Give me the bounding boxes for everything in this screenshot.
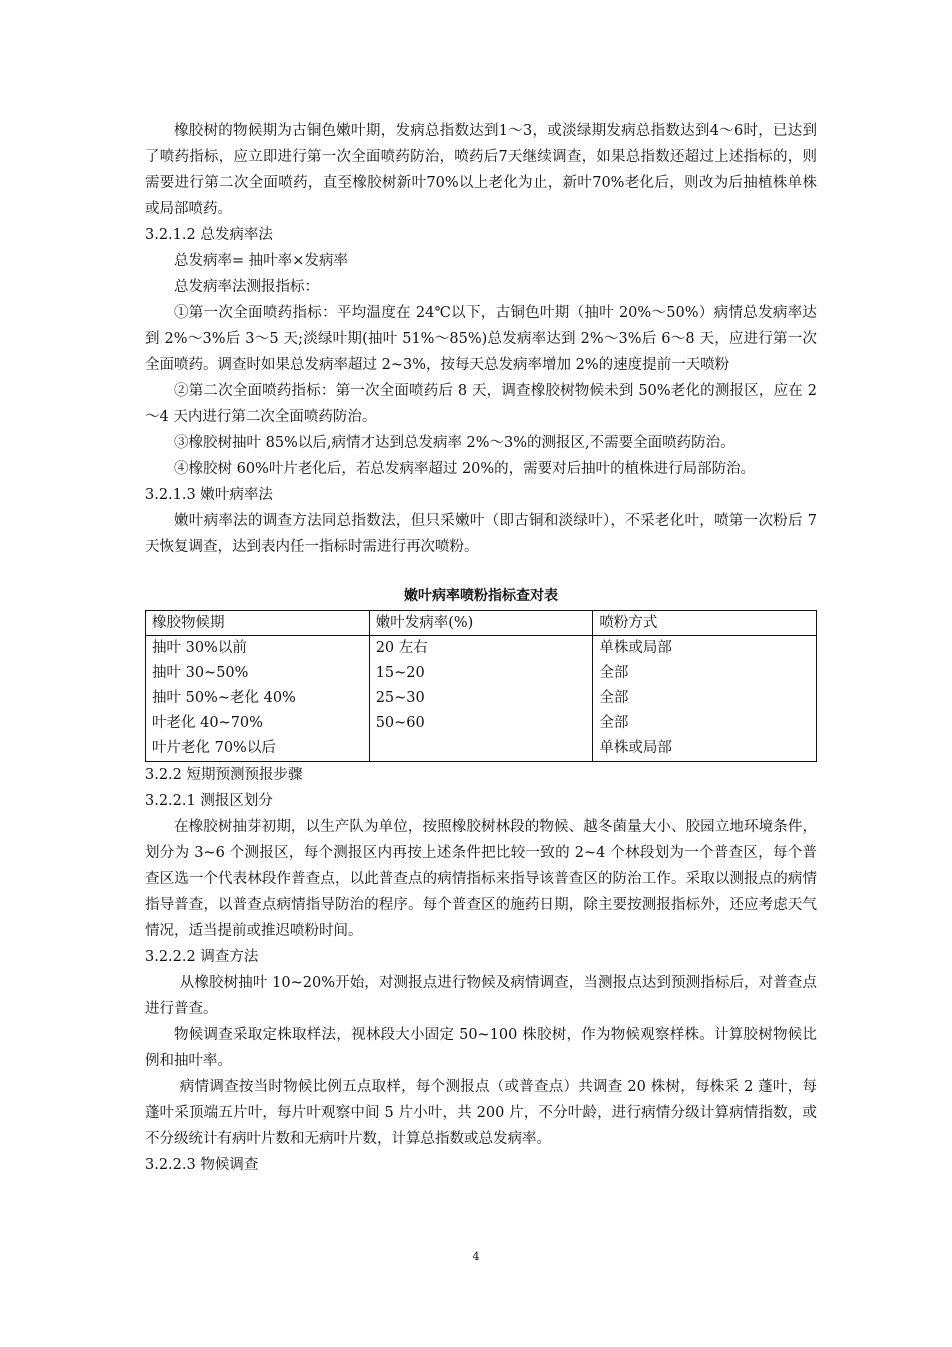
table-row xyxy=(146,711,817,736)
table-row xyxy=(146,636,817,662)
paragraph-survey-start: 从橡胶树抽叶 10~20%开始，对测报点进行物候及病情调查，当测报点达到预测指标后，对普查点进行普查。 xyxy=(145,975,817,1017)
table-cell: 50~60 xyxy=(369,711,593,736)
table-cell: 全部 xyxy=(593,661,817,686)
table-cell xyxy=(369,736,593,762)
table-cell: 抽叶 30%以前 xyxy=(146,636,370,662)
paragraph-zone-division: 在橡胶树抽芽初期，以生产队为单位，按照橡胶树林段的物候、越冬菌量大小、胶园立地环境条件，划分为 3~6 个测报区，每个测报区内再按上述条件把比较一致的 2~4 个林段划为一个普查区，每个普查区选一个代表林段作普查点，以此普查点的病情指标来指导该普查区的防治工作。采取以测报点的病情指导普查，以普查点病情指导防治的程序。每个普查区的施药日期，除主要按测报指标外，还应考虑天气情况，适当提前或推迟喷粉时间。 xyxy=(145,819,817,939)
table-row xyxy=(146,686,817,711)
indicator-item-4: ④橡胶树 60%叶片老化后，若总发病率超过 20%的，需要对后抽叶的植株进行局部防治。 xyxy=(174,461,756,477)
indicator-item-1: ①第一次全面喷药指标：平均温度在 24℃以下，古铜色叶期（抽叶 20%～50%）病情总发病率达到 2%～3%后 3～5 天;淡绿叶期(抽叶 51%～85%)总发病率达到 2%～3%后 6～8 天，应进行第一次全面喷药。调查时如果总发病率超过 2~3%，按每天总发病率增加 2%的速度提前一天喷粉 xyxy=(145,305,817,373)
section-heading-3-2-2-1: 3.2.2.1 测报区划分 xyxy=(145,793,273,809)
table-cell: 20 左右 xyxy=(369,636,593,662)
page-number: 4 xyxy=(472,1250,480,1263)
index-lookup-table xyxy=(145,610,817,762)
indicator-item-3: ③橡胶树抽叶 85%以后,病情才达到总发病率 2%～3%的测报区,不需要全面喷药防治。 xyxy=(174,435,735,451)
table-row xyxy=(146,661,817,686)
table-cell: 叶片老化 70%以后 xyxy=(146,736,370,762)
paragraph-phenology-index: 橡胶树的物候期为古铜色嫩叶期，发病总指数达到1～3，或淡绿期发病总指数达到4～6时，已达到了喷药指标，应立即进行第一次全面喷药防治，喷药后7天继续调查，如果总指数还超过上述指标的，则需要进行第二次全面喷药，直至橡胶树新叶70%以上老化为止，新叶70%老化后，则改为后抽植株单株或局部喷药。 xyxy=(145,123,817,217)
table-header-cell: 喷粉方式 xyxy=(593,611,817,636)
table-row xyxy=(146,736,817,762)
indicator-item-2: ②第二次全面喷药指标：第一次全面喷药后 8 天，调查橡胶树物候未到 50%老化的测报区，应在 2～4 天内进行第二次全面喷药防治。 xyxy=(145,383,817,425)
section-heading-3-2-2-3: 3.2.2.3 物候调查 xyxy=(145,1157,259,1173)
paragraph-phenology-survey: 物候调查采取定株取样法，视林段大小固定 50~100 株胶树，作为物候观察样株。计算胶树物候比例和抽叶率。 xyxy=(145,1027,817,1069)
section-heading-3-2-1-2: 3.2.1.2 总发病率法 xyxy=(145,227,273,243)
table-header-row xyxy=(146,611,817,636)
table-cell: 25~30 xyxy=(369,686,593,711)
document-page xyxy=(145,118,817,1178)
section-heading-3-2-1-3: 3.2.1.3 嫩叶病率法 xyxy=(145,487,273,503)
paragraph-disease-survey: 病情调查按当时物候比例五点取样，每个测报点（或普查点）共调查 20 株树，每株采 2 蓬叶，每蓬叶采顶端五片叶，每片叶观察中间 5 片小叶，共 200 片，不分叶龄，进行病情分级计算病情指数，或不分级统计有病叶片数和无病叶片数，计算总指数或总发病率。 xyxy=(145,1079,817,1147)
table-cell: 全部 xyxy=(593,711,817,736)
table-header-cell: 橡胶物候期 xyxy=(146,611,370,636)
indicator-intro: 总发病率法测报指标： xyxy=(174,279,319,295)
formula-total-incidence: 总发病率= 抽叶率×发病率 xyxy=(174,253,348,269)
table-cell: 抽叶 50%~老化 40% xyxy=(146,686,370,711)
section-heading-3-2-2: 3.2.2 短期预测预报步骤 xyxy=(145,767,303,783)
table-cell: 单株或局部 xyxy=(593,736,817,762)
table-cell: 抽叶 30~50% xyxy=(146,661,370,686)
table-title: 嫩叶病率喷粉指标查对表 xyxy=(404,588,558,604)
table-cell: 叶老化 40~70% xyxy=(146,711,370,736)
table-cell: 单株或局部 xyxy=(593,636,817,662)
paragraph-young-leaf-method: 嫩叶病率法的调查方法同总指数法，但只采嫩叶（即古铜和淡绿叶），不采老化叶，喷第一次粉后 7 天恢复调查，达到表内任一指标时需进行再次喷粉。 xyxy=(145,513,817,555)
table-cell: 15~20 xyxy=(369,661,593,686)
table-cell: 全部 xyxy=(593,686,817,711)
section-heading-3-2-2-2: 3.2.2.2 调查方法 xyxy=(145,949,259,965)
table-header-cell: 嫩叶发病率(%) xyxy=(369,611,593,636)
